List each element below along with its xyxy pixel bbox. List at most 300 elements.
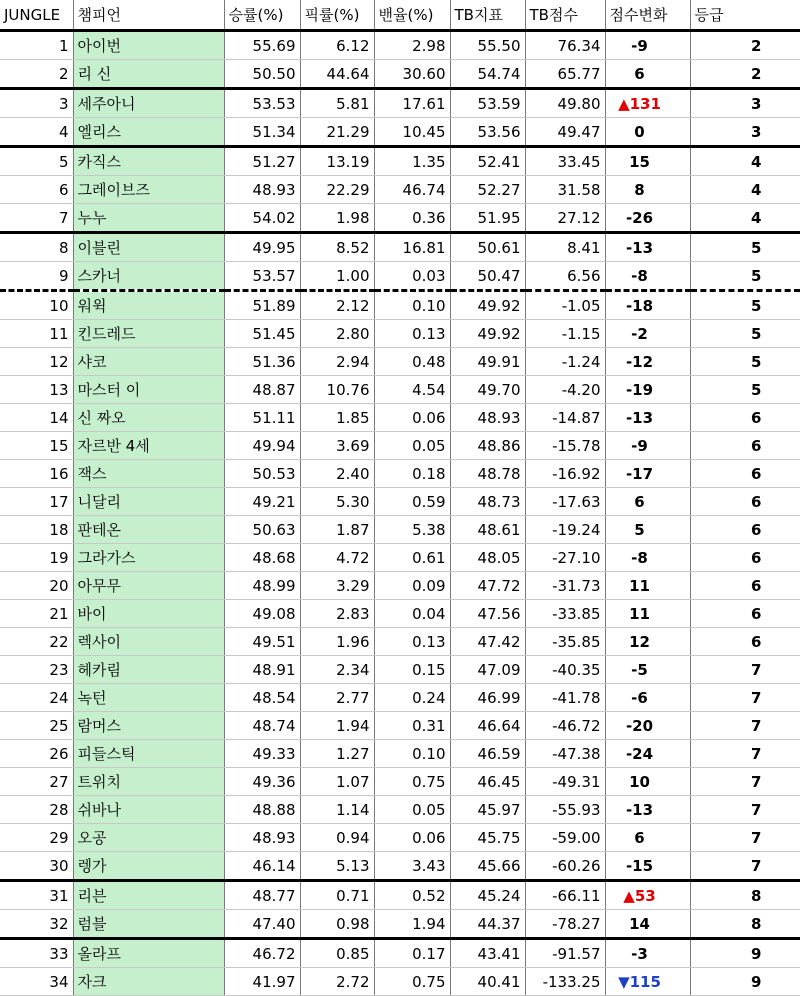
score-change: 8 [605, 176, 690, 204]
tb-score: -66.11 [525, 881, 605, 910]
rank-cell: 11 [0, 320, 73, 348]
grade: 7 [690, 796, 800, 824]
grade: 6 [690, 628, 800, 656]
champion-name: 녹턴 [73, 684, 224, 712]
win-rate: 51.27 [224, 147, 300, 176]
champion-name: 킨드레드 [73, 320, 224, 348]
tb-score: -55.93 [525, 796, 605, 824]
table-row [0, 233, 800, 262]
champion-name: 헤카림 [73, 656, 224, 684]
table-row [0, 60, 800, 89]
pick-rate: 6.12 [300, 31, 374, 60]
grade: 5 [690, 233, 800, 262]
rank-cell: 18 [0, 516, 73, 544]
tb-index: 50.61 [450, 233, 525, 262]
table-row [0, 796, 800, 824]
champion-name: 트위치 [73, 768, 224, 796]
pick-rate: 3.69 [300, 432, 374, 460]
champion-name: 워윅 [73, 291, 224, 320]
win-rate: 41.97 [224, 968, 300, 996]
champion-name: 신 짜오 [73, 404, 224, 432]
grade: 7 [690, 656, 800, 684]
win-rate: 51.45 [224, 320, 300, 348]
champion-name: 잭스 [73, 460, 224, 488]
score-change: -6 [605, 684, 690, 712]
grade: 5 [690, 376, 800, 404]
win-rate: 54.02 [224, 204, 300, 233]
pick-rate: 0.71 [300, 881, 374, 910]
table-row [0, 939, 800, 968]
tb-index: 48.73 [450, 488, 525, 516]
tb-score: 49.47 [525, 118, 605, 147]
ban-rate: 0.05 [374, 432, 450, 460]
tb-score: -91.57 [525, 939, 605, 968]
grade: 7 [690, 852, 800, 881]
grade: 3 [690, 89, 800, 118]
score-change: -17 [605, 460, 690, 488]
grade: 8 [690, 881, 800, 910]
rank-cell: 6 [0, 176, 73, 204]
champion-name: 리 신 [73, 60, 224, 89]
rank-cell: 33 [0, 939, 73, 968]
table-row [0, 348, 800, 376]
rank-cell: 22 [0, 628, 73, 656]
header-grade: 등급 [690, 0, 800, 31]
grade: 6 [690, 404, 800, 432]
tb-index: 55.50 [450, 31, 525, 60]
champion-name: 엘리스 [73, 118, 224, 147]
ban-rate: 5.38 [374, 516, 450, 544]
ban-rate: 4.54 [374, 376, 450, 404]
tb-score: -78.27 [525, 910, 605, 939]
header-pick-rate: 픽률(%) [300, 0, 374, 31]
grade: 7 [690, 768, 800, 796]
rank-cell: 34 [0, 968, 73, 996]
tb-score: 49.80 [525, 89, 605, 118]
ban-rate: 0.09 [374, 572, 450, 600]
grade: 2 [690, 31, 800, 60]
score-change: 11 [605, 600, 690, 628]
table-row [0, 712, 800, 740]
tb-score: -59.00 [525, 824, 605, 852]
win-rate: 49.94 [224, 432, 300, 460]
champion-name: 오공 [73, 824, 224, 852]
rank-cell: 26 [0, 740, 73, 768]
champion-name: 마스터 이 [73, 376, 224, 404]
tb-score: 8.41 [525, 233, 605, 262]
tb-index: 48.78 [450, 460, 525, 488]
grade: 6 [690, 488, 800, 516]
tb-index: 50.47 [450, 262, 525, 291]
pick-rate: 22.29 [300, 176, 374, 204]
champion-name: 카직스 [73, 147, 224, 176]
tb-score: -4.20 [525, 376, 605, 404]
win-rate: 53.57 [224, 262, 300, 291]
champion-name: 아무무 [73, 572, 224, 600]
rank-cell: 27 [0, 768, 73, 796]
grade: 5 [690, 320, 800, 348]
ban-rate: 0.13 [374, 320, 450, 348]
tb-index: 45.24 [450, 881, 525, 910]
ban-rate: 0.61 [374, 544, 450, 572]
score-change: -19 [605, 376, 690, 404]
table-row [0, 404, 800, 432]
tb-index: 49.92 [450, 291, 525, 320]
rank-cell: 23 [0, 656, 73, 684]
score-change: 14 [605, 910, 690, 939]
pick-rate: 1.00 [300, 262, 374, 291]
win-rate: 51.36 [224, 348, 300, 376]
ban-rate: 0.17 [374, 939, 450, 968]
champion-name: 누누 [73, 204, 224, 233]
table-row [0, 768, 800, 796]
champion-name: 그레이브즈 [73, 176, 224, 204]
rank-cell: 10 [0, 291, 73, 320]
tb-index: 45.75 [450, 824, 525, 852]
ban-rate: 10.45 [374, 118, 450, 147]
rank-cell: 19 [0, 544, 73, 572]
tb-index: 44.37 [450, 910, 525, 939]
tb-index: 49.91 [450, 348, 525, 376]
ban-rate: 0.18 [374, 460, 450, 488]
tb-index: 46.45 [450, 768, 525, 796]
grade: 8 [690, 910, 800, 939]
ban-rate: 0.05 [374, 796, 450, 824]
rank-cell: 2 [0, 60, 73, 89]
tb-score: -16.92 [525, 460, 605, 488]
tb-score: 6.56 [525, 262, 605, 291]
win-rate: 49.95 [224, 233, 300, 262]
grade: 6 [690, 516, 800, 544]
header-win-rate: 승률(%) [224, 0, 300, 31]
table-row [0, 656, 800, 684]
pick-rate: 2.40 [300, 460, 374, 488]
grade: 4 [690, 147, 800, 176]
tb-index: 48.93 [450, 404, 525, 432]
score-change: -18 [605, 291, 690, 320]
score-change: -12 [605, 348, 690, 376]
win-rate: 49.51 [224, 628, 300, 656]
score-change: 0 [605, 118, 690, 147]
tb-score: -41.78 [525, 684, 605, 712]
pick-rate: 2.72 [300, 968, 374, 996]
rank-cell: 7 [0, 204, 73, 233]
pick-rate: 1.96 [300, 628, 374, 656]
rank-cell: 3 [0, 89, 73, 118]
ban-rate: 0.24 [374, 684, 450, 712]
score-change: -8 [605, 262, 690, 291]
table-row [0, 684, 800, 712]
score-change: -3 [605, 939, 690, 968]
champion-name: 자르반 4세 [73, 432, 224, 460]
score-change: 6 [605, 824, 690, 852]
rank-cell: 25 [0, 712, 73, 740]
score-change: ▲131 [605, 89, 690, 118]
champion-name: 이블린 [73, 233, 224, 262]
ban-rate: 2.98 [374, 31, 450, 60]
pick-rate: 1.27 [300, 740, 374, 768]
table-row [0, 460, 800, 488]
pick-rate: 0.85 [300, 939, 374, 968]
pick-rate: 1.85 [300, 404, 374, 432]
tb-index: 48.05 [450, 544, 525, 572]
grade: 6 [690, 572, 800, 600]
table-row [0, 910, 800, 939]
tb-score: -1.05 [525, 291, 605, 320]
champion-name: 쉬바나 [73, 796, 224, 824]
ban-rate: 0.10 [374, 740, 450, 768]
tb-index: 47.56 [450, 600, 525, 628]
rank-cell: 29 [0, 824, 73, 852]
tb-index: 53.59 [450, 89, 525, 118]
score-change: ▼115 [605, 968, 690, 996]
rank-cell: 12 [0, 348, 73, 376]
grade: 7 [690, 740, 800, 768]
win-rate: 51.11 [224, 404, 300, 432]
tb-score: -46.72 [525, 712, 605, 740]
tb-index: 53.56 [450, 118, 525, 147]
tb-index: 46.64 [450, 712, 525, 740]
tb-score: -47.38 [525, 740, 605, 768]
score-change: -8 [605, 544, 690, 572]
champion-name: 샤코 [73, 348, 224, 376]
ban-rate: 17.61 [374, 89, 450, 118]
win-rate: 53.53 [224, 89, 300, 118]
table-row [0, 824, 800, 852]
ban-rate: 0.52 [374, 881, 450, 910]
pick-rate: 13.19 [300, 147, 374, 176]
score-change: -13 [605, 404, 690, 432]
win-rate: 49.36 [224, 768, 300, 796]
grade: 4 [690, 204, 800, 233]
win-rate: 48.77 [224, 881, 300, 910]
pick-rate: 5.13 [300, 852, 374, 881]
table-row [0, 628, 800, 656]
champion-name: 리븐 [73, 881, 224, 910]
pick-rate: 4.72 [300, 544, 374, 572]
win-rate: 46.72 [224, 939, 300, 968]
rank-cell: 4 [0, 118, 73, 147]
grade: 4 [690, 176, 800, 204]
score-change: -13 [605, 796, 690, 824]
header-champion: 챔피언 [73, 0, 224, 31]
tb-score: -33.85 [525, 600, 605, 628]
tb-score: 33.45 [525, 147, 605, 176]
champion-name: 올라프 [73, 939, 224, 968]
tb-index: 40.41 [450, 968, 525, 996]
champion-name: 그라가스 [73, 544, 224, 572]
ban-rate: 0.75 [374, 768, 450, 796]
table-body [0, 31, 800, 996]
ban-rate: 3.43 [374, 852, 450, 881]
header-jungle: JUNGLE [0, 0, 73, 31]
tb-index: 48.61 [450, 516, 525, 544]
header-tb-score: TB점수 [525, 0, 605, 31]
table-header [0, 0, 800, 31]
pick-rate: 0.94 [300, 824, 374, 852]
win-rate: 46.14 [224, 852, 300, 881]
tb-score: -19.24 [525, 516, 605, 544]
grade: 5 [690, 348, 800, 376]
rank-cell: 17 [0, 488, 73, 516]
tb-index: 46.99 [450, 684, 525, 712]
score-change: 12 [605, 628, 690, 656]
table-row [0, 31, 800, 60]
tb-score: -49.31 [525, 768, 605, 796]
pick-rate: 3.29 [300, 572, 374, 600]
tb-score: -60.26 [525, 852, 605, 881]
grade: 7 [690, 824, 800, 852]
rank-cell: 16 [0, 460, 73, 488]
table-row [0, 516, 800, 544]
rank-cell: 21 [0, 600, 73, 628]
score-change: -24 [605, 740, 690, 768]
table-row [0, 262, 800, 291]
rank-cell: 31 [0, 881, 73, 910]
grade: 6 [690, 600, 800, 628]
score-change: ▲53 [605, 881, 690, 910]
grade: 6 [690, 432, 800, 460]
tb-score: -1.24 [525, 348, 605, 376]
win-rate: 48.91 [224, 656, 300, 684]
ban-rate: 16.81 [374, 233, 450, 262]
win-rate: 49.21 [224, 488, 300, 516]
tb-index: 46.59 [450, 740, 525, 768]
table-row [0, 968, 800, 996]
table-row [0, 376, 800, 404]
grade: 7 [690, 684, 800, 712]
ban-rate: 46.74 [374, 176, 450, 204]
rank-cell: 30 [0, 852, 73, 881]
tb-index: 45.97 [450, 796, 525, 824]
tb-index: 51.95 [450, 204, 525, 233]
tb-score: -15.78 [525, 432, 605, 460]
pick-rate: 44.64 [300, 60, 374, 89]
table-row [0, 118, 800, 147]
table-row [0, 544, 800, 572]
champion-name: 세주아니 [73, 89, 224, 118]
table-row [0, 740, 800, 768]
tb-score: 27.12 [525, 204, 605, 233]
champion-name: 람머스 [73, 712, 224, 740]
rank-cell: 13 [0, 376, 73, 404]
win-rate: 48.99 [224, 572, 300, 600]
rank-cell: 15 [0, 432, 73, 460]
score-change: -15 [605, 852, 690, 881]
pick-rate: 1.07 [300, 768, 374, 796]
tb-index: 45.66 [450, 852, 525, 881]
rank-cell: 1 [0, 31, 73, 60]
ban-rate: 0.48 [374, 348, 450, 376]
ban-rate: 0.31 [374, 712, 450, 740]
ban-rate: 0.59 [374, 488, 450, 516]
tb-score: 65.77 [525, 60, 605, 89]
table-row [0, 572, 800, 600]
table-row [0, 852, 800, 881]
grade: 6 [690, 544, 800, 572]
tb-index: 48.86 [450, 432, 525, 460]
win-rate: 49.08 [224, 600, 300, 628]
win-rate: 50.50 [224, 60, 300, 89]
score-change: -26 [605, 204, 690, 233]
rank-cell: 32 [0, 910, 73, 939]
ban-rate: 1.94 [374, 910, 450, 939]
ban-rate: 0.15 [374, 656, 450, 684]
champion-name: 바이 [73, 600, 224, 628]
pick-rate: 5.30 [300, 488, 374, 516]
score-change: 10 [605, 768, 690, 796]
champion-name: 스카너 [73, 262, 224, 291]
table-row [0, 488, 800, 516]
grade: 3 [690, 118, 800, 147]
score-change: -20 [605, 712, 690, 740]
grade: 5 [690, 262, 800, 291]
table-row [0, 881, 800, 910]
tb-index: 49.70 [450, 376, 525, 404]
tb-index: 47.42 [450, 628, 525, 656]
win-rate: 48.93 [224, 176, 300, 204]
tb-score: -14.87 [525, 404, 605, 432]
table-row [0, 176, 800, 204]
win-rate: 55.69 [224, 31, 300, 60]
champion-name: 피들스틱 [73, 740, 224, 768]
champion-name: 렝가 [73, 852, 224, 881]
pick-rate: 2.77 [300, 684, 374, 712]
tb-score: -133.25 [525, 968, 605, 996]
ban-rate: 0.06 [374, 824, 450, 852]
table-row [0, 204, 800, 233]
grade: 6 [690, 460, 800, 488]
pick-rate: 8.52 [300, 233, 374, 262]
rank-cell: 8 [0, 233, 73, 262]
score-change: 15 [605, 147, 690, 176]
tb-index: 52.41 [450, 147, 525, 176]
win-rate: 48.74 [224, 712, 300, 740]
pick-rate: 2.80 [300, 320, 374, 348]
ban-rate: 1.35 [374, 147, 450, 176]
rank-cell: 5 [0, 147, 73, 176]
tb-score: -17.63 [525, 488, 605, 516]
score-change: -9 [605, 31, 690, 60]
champion-name: 자크 [73, 968, 224, 996]
tb-index: 54.74 [450, 60, 525, 89]
header-score-change: 점수변화 [605, 0, 690, 31]
ban-rate: 0.04 [374, 600, 450, 628]
score-change: 6 [605, 60, 690, 89]
pick-rate: 2.12 [300, 291, 374, 320]
tb-index: 47.09 [450, 656, 525, 684]
rank-cell: 20 [0, 572, 73, 600]
rank-cell: 24 [0, 684, 73, 712]
pick-rate: 5.81 [300, 89, 374, 118]
win-rate: 47.40 [224, 910, 300, 939]
win-rate: 48.87 [224, 376, 300, 404]
tb-score: 31.58 [525, 176, 605, 204]
rank-cell: 14 [0, 404, 73, 432]
score-change: 11 [605, 572, 690, 600]
grade: 9 [690, 968, 800, 996]
win-rate: 50.53 [224, 460, 300, 488]
grade: 7 [690, 712, 800, 740]
score-change: -5 [605, 656, 690, 684]
score-change: -2 [605, 320, 690, 348]
champion-name: 렉사이 [73, 628, 224, 656]
pick-rate: 1.98 [300, 204, 374, 233]
win-rate: 51.34 [224, 118, 300, 147]
win-rate: 51.89 [224, 291, 300, 320]
ban-rate: 0.75 [374, 968, 450, 996]
table-row [0, 320, 800, 348]
